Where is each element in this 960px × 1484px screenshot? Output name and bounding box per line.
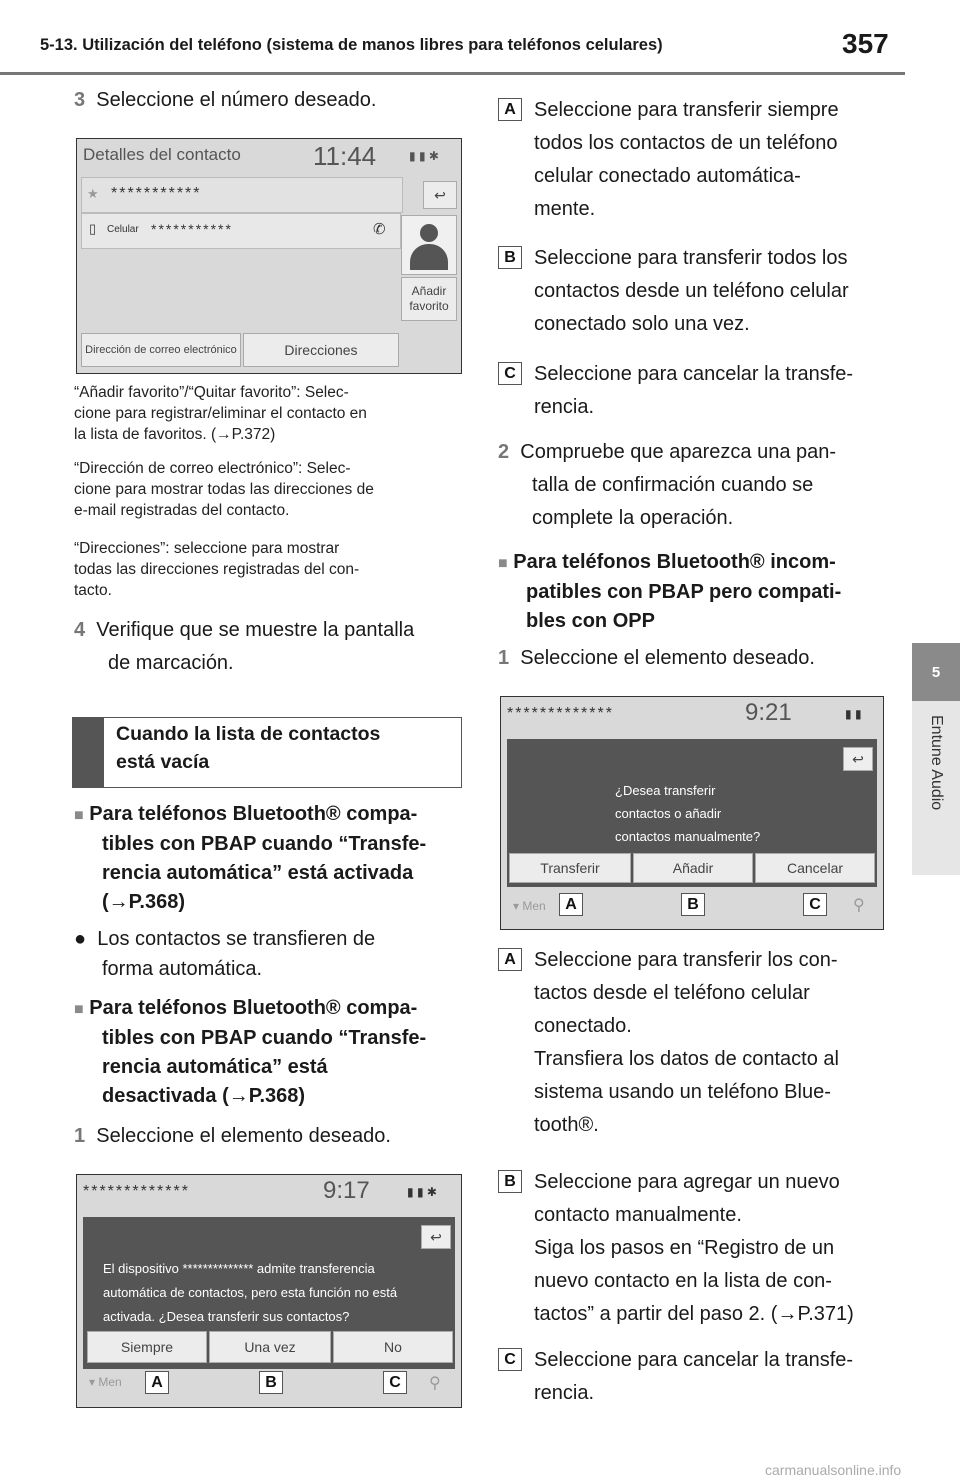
back-arrow-icon: ↩ [430, 1228, 442, 1245]
label-b: B [498, 246, 522, 269]
dialog-message: ¿Desea transferir contactos o añadir contactos manualmente? [615, 783, 761, 844]
section-heading-2: ■ Para teléfonos Bluetooth® compa- tibles con PBAP cuando “Transfe- rencia automática” está desactivada (→P.368) [74, 997, 427, 1107]
phone-label: Celular [107, 224, 139, 235]
section-heading-3: ■ Para teléfonos Bluetooth® incom- patibles con PBAP pero compati- bles con OPP [498, 551, 842, 632]
cancel-button[interactable]: Cancelar [755, 853, 875, 883]
callout-a: A [559, 893, 583, 916]
transfer-button[interactable]: Transferir [509, 853, 631, 883]
no-button[interactable]: No [333, 1331, 453, 1363]
status-icons: ▮ ▮ ✱ [407, 1185, 437, 1199]
contact-details-screen [76, 138, 462, 374]
label-c: C [498, 362, 522, 385]
item-c2-text: Seleccione para cancelar la transfe- rencia. [534, 1349, 854, 1404]
transfer-choice-screen [500, 696, 884, 930]
back-arrow-icon: ↩ [852, 750, 864, 767]
step-2: 2 Compruebe que aparezca una pan- talla de confirmación cuando se complete la operación. [498, 441, 837, 529]
chapter-label: Entune Audio [928, 715, 945, 811]
item-a-text: Seleccione para transferir siempre todos los contactos de un teléfono celular conectado automática- mente. [534, 99, 839, 220]
dialog [83, 1217, 455, 1369]
dialog-message: El dispositivo ************** admite transferencia automática de contactos, pero esta función no está activada. ¿Desea transferir sus contactos? [103, 1261, 398, 1324]
label-b-2: B [498, 1170, 522, 1193]
back-arrow-icon: ↩ [434, 186, 446, 203]
step-1-left: 1 Seleccione el elemento deseado. [74, 1125, 391, 1147]
step-1-right: 1 Seleccione el elemento deseado. [498, 647, 815, 669]
addresses-button[interactable]: Direcciones [243, 333, 399, 367]
email-addresses-button[interactable]: Dirección de correo electrónico [81, 333, 241, 367]
device-name: ************* [83, 1183, 190, 1200]
star-icon: ★ [87, 186, 99, 201]
callout-a: A [145, 1371, 169, 1394]
callout-b: B [681, 893, 705, 916]
header-rule [0, 72, 905, 75]
note-email: “Dirección de correo electrónico”: Selec- cione para mostrar todas las direcciones de e-mail registradas del contacto. [74, 460, 374, 519]
menu-faded: ▾ Men [89, 1375, 122, 1389]
back-button[interactable] [421, 1225, 451, 1249]
page-number: 357 [842, 28, 889, 59]
once-button[interactable]: Una vez [209, 1331, 331, 1363]
item-c-text: Seleccione para cancelar la transfe- rencia. [534, 363, 854, 418]
phone-device-icon: ▯ [89, 221, 97, 236]
note-add-favorite: “Añadir favorito”/“Quitar favorito”: Selec- cione para registrar/eliminar el contacto en la lista de favoritos. (→P.372) [74, 384, 367, 443]
section-heading-1: ■ Para teléfonos Bluetooth® compa- tibles con PBAP cuando “Transfe- rencia automática” está activada (→P.368) [74, 803, 427, 913]
screen-title: Detalles del contacto [83, 145, 241, 164]
always-button[interactable]: Siempre [87, 1331, 207, 1363]
callout-b: B [259, 1371, 283, 1394]
dialog [507, 739, 877, 887]
callout-c: C [803, 893, 827, 916]
step-3: 3 Seleccione el número deseado. [74, 89, 377, 111]
chapter-number: 5 [912, 643, 960, 701]
step-4: 4 Verifique que se muestre la pantalla de marcación. [74, 619, 415, 674]
watermark: carmanualsonline.info [765, 1462, 902, 1478]
label-a: A [498, 98, 522, 121]
add-favorite-button[interactable]: Añadir favorito [401, 277, 457, 321]
label-c-2: C [498, 1348, 522, 1371]
search-icon: ⚲ [429, 1375, 441, 1392]
search-icon: ⚲ [853, 897, 865, 914]
phone-call-icon: ✆ [373, 221, 386, 238]
status-icons: ▮ ▮ ✱ [409, 149, 439, 163]
add-button[interactable]: Añadir [633, 853, 753, 883]
menu-faded: ▾ Men [513, 899, 546, 913]
phone-number: *********** [151, 221, 233, 237]
auto-transfer-screen [76, 1174, 462, 1408]
avatar-body [410, 244, 448, 270]
item-b2-text: Seleccione para agregar un nuevo contacto manualmente. Siga los pasos en “Registro de un nuevo contacto en la lista de con- tactos” a partir del paso 2. (→P.371) [534, 1171, 854, 1325]
screen-clock: 11:44 [313, 141, 377, 171]
item-a2-text: Seleccione para transferir los con- tactos desde el teléfono celular conectado. Transfiera los datos de contacto al sistema usando un teléfono Blue- tooth®. [534, 949, 839, 1136]
avatar-head [420, 224, 438, 242]
device-name: ************* [507, 705, 614, 722]
bullet-dot-icon: ● [74, 928, 87, 950]
contact-avatar [401, 215, 457, 275]
note-addresses: “Direcciones”: seleccione para mostrar todas las direcciones registradas del con- tacto. [74, 540, 360, 599]
item-b-text: Seleccione para transferir todos los contactos desde un teléfono celular conectado solo una vez. [534, 247, 849, 335]
screen-clock: 9:17 [323, 1177, 370, 1204]
back-button[interactable] [843, 747, 873, 771]
running-header: 5-13. Utilización del teléfono (sistema de manos libres para teléfonos celulares) [40, 36, 663, 54]
callout-c: C [383, 1371, 407, 1394]
screen-clock: 9:21 [745, 699, 792, 726]
contact-name: *********** [111, 185, 202, 202]
label-a-2: A [498, 948, 522, 971]
boxed-heading: Cuando la lista de contactos está vacía [116, 723, 381, 773]
status-icons: ▮ ▮ [845, 707, 862, 721]
back-button[interactable] [423, 181, 457, 209]
bullet-auto-transfer: ● Los contactos se transfieren de forma automática. [74, 928, 376, 980]
boxed-heading-bar [72, 717, 104, 787]
